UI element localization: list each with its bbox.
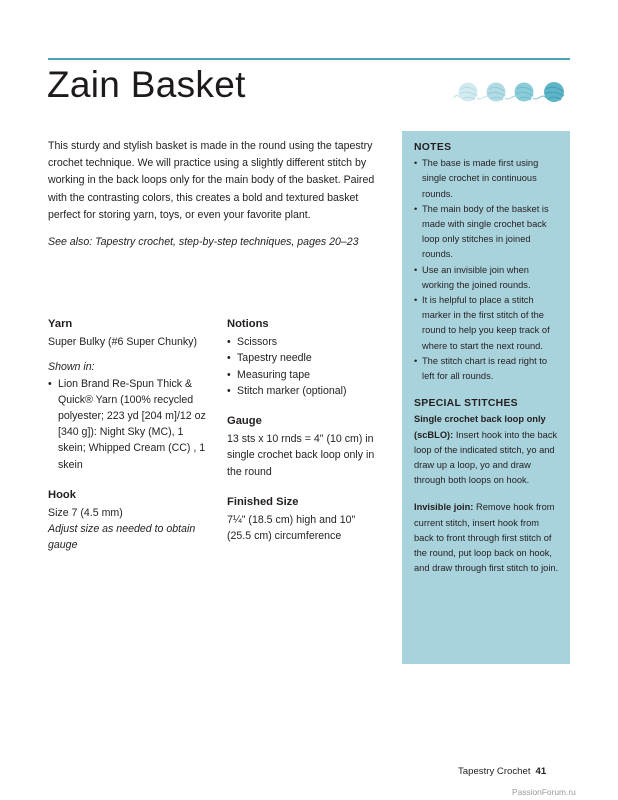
page-title: Zain Basket <box>47 64 246 105</box>
invisible-join-definition <box>414 500 559 576</box>
intro-paragraph: This sturdy and stylish basket is made in the round using the tapestry crochet technique. We will practice using a slightly different stitch by working in the back loops only for the main body of the basket. Paired with the contrasting colors, this creates a bold and textured basket perfect for storing yarn, toys, or even your favorite plant. <box>48 140 375 221</box>
watermark: PassionForum.ru <box>512 787 576 797</box>
gauge-section <box>227 413 377 480</box>
gauge-heading: Gauge <box>227 415 262 428</box>
notes-heading: NOTES <box>414 142 452 153</box>
scblo-text: Insert hook into the back loop of the indicated stitch, yo and draw up a loop, yo and draw through both loops on hook. <box>414 429 558 486</box>
yarn-list <box>48 376 213 473</box>
materials-right-column <box>227 316 377 558</box>
gauge-text: 13 sts x 10 rnds = 4" (10 cm) in single crochet back loop only in the round <box>227 433 375 478</box>
hook-size: Size 7 (4.5 mm) <box>48 507 123 520</box>
invisible-join-term: Invisible join: <box>414 502 474 513</box>
notions-item: • Measuring tape <box>227 367 377 383</box>
hook-section <box>48 487 213 554</box>
note-item: • The stitch chart is read right to left for all rounds. <box>414 354 559 384</box>
yarn-balls-icon <box>452 78 570 104</box>
yarn-item: • Lion Brand Re-Spun Thick & Quick® Yarn (100% recycled polyester; 223 yd [204 m]/12 oz [340 g]): Night Sky (MC), 1 skein; Whipped Cream (CC) , 1 skein <box>48 376 213 473</box>
finished-size-section <box>227 494 377 545</box>
shown-in-label: Shown in: <box>48 361 95 374</box>
notes-list <box>414 156 559 384</box>
footer-book-title: Tapestry Crochet <box>458 766 531 777</box>
page-number: 41 <box>535 766 547 777</box>
notions-list <box>227 334 377 399</box>
top-rule <box>48 58 570 60</box>
notions-item: • Stitch marker (optional) <box>227 383 377 399</box>
notions-item: • Scissors <box>227 334 377 350</box>
notions-heading: Notions <box>227 318 269 330</box>
note-item: • Use an invisible join when working the joined rounds. <box>414 263 559 293</box>
note-item: • The main body of the basket is made with single crochet back loop only stitches in joined rounds. <box>414 202 559 263</box>
note-item: • The base is made first using single crochet in continuous rounds. <box>414 156 559 202</box>
invisible-join-text: Remove hook from current stitch, insert hook from back to front through first stitch of the round, put loop back on hook, and draw through first stitch to join. <box>414 502 559 574</box>
hook-note: Adjust size as needed to obtain gauge <box>48 523 196 552</box>
notions-item: • Tapestry needle <box>227 350 377 366</box>
scblo-definition <box>414 412 559 488</box>
yarn-section <box>48 316 213 473</box>
materials-left-column <box>48 316 213 568</box>
notes-sidebar <box>402 131 570 664</box>
page-footer <box>458 766 546 777</box>
finished-size-heading: Finished Size <box>227 495 299 508</box>
see-also-reference: See also: Tapestry crochet, step-by-step techniques, pages 20–23 <box>48 236 359 248</box>
hook-heading: Hook <box>48 488 76 501</box>
yarn-weight: Super Bulky (#6 Super Chunky) <box>48 336 197 349</box>
yarn-heading: Yarn <box>48 318 73 330</box>
special-stitches-heading: SPECIAL STITCHES <box>414 398 518 410</box>
scblo-term: Single crochet back loop only (scBLO): <box>414 414 546 440</box>
note-item: • It is helpful to place a stitch marker in the first stitch of the round to help you keep track of where to start the next round. <box>414 293 559 354</box>
finished-size-text: 7¼" (18.5 cm) high and 10" (25.5 cm) circumference <box>227 514 356 543</box>
notions-section <box>227 316 377 399</box>
